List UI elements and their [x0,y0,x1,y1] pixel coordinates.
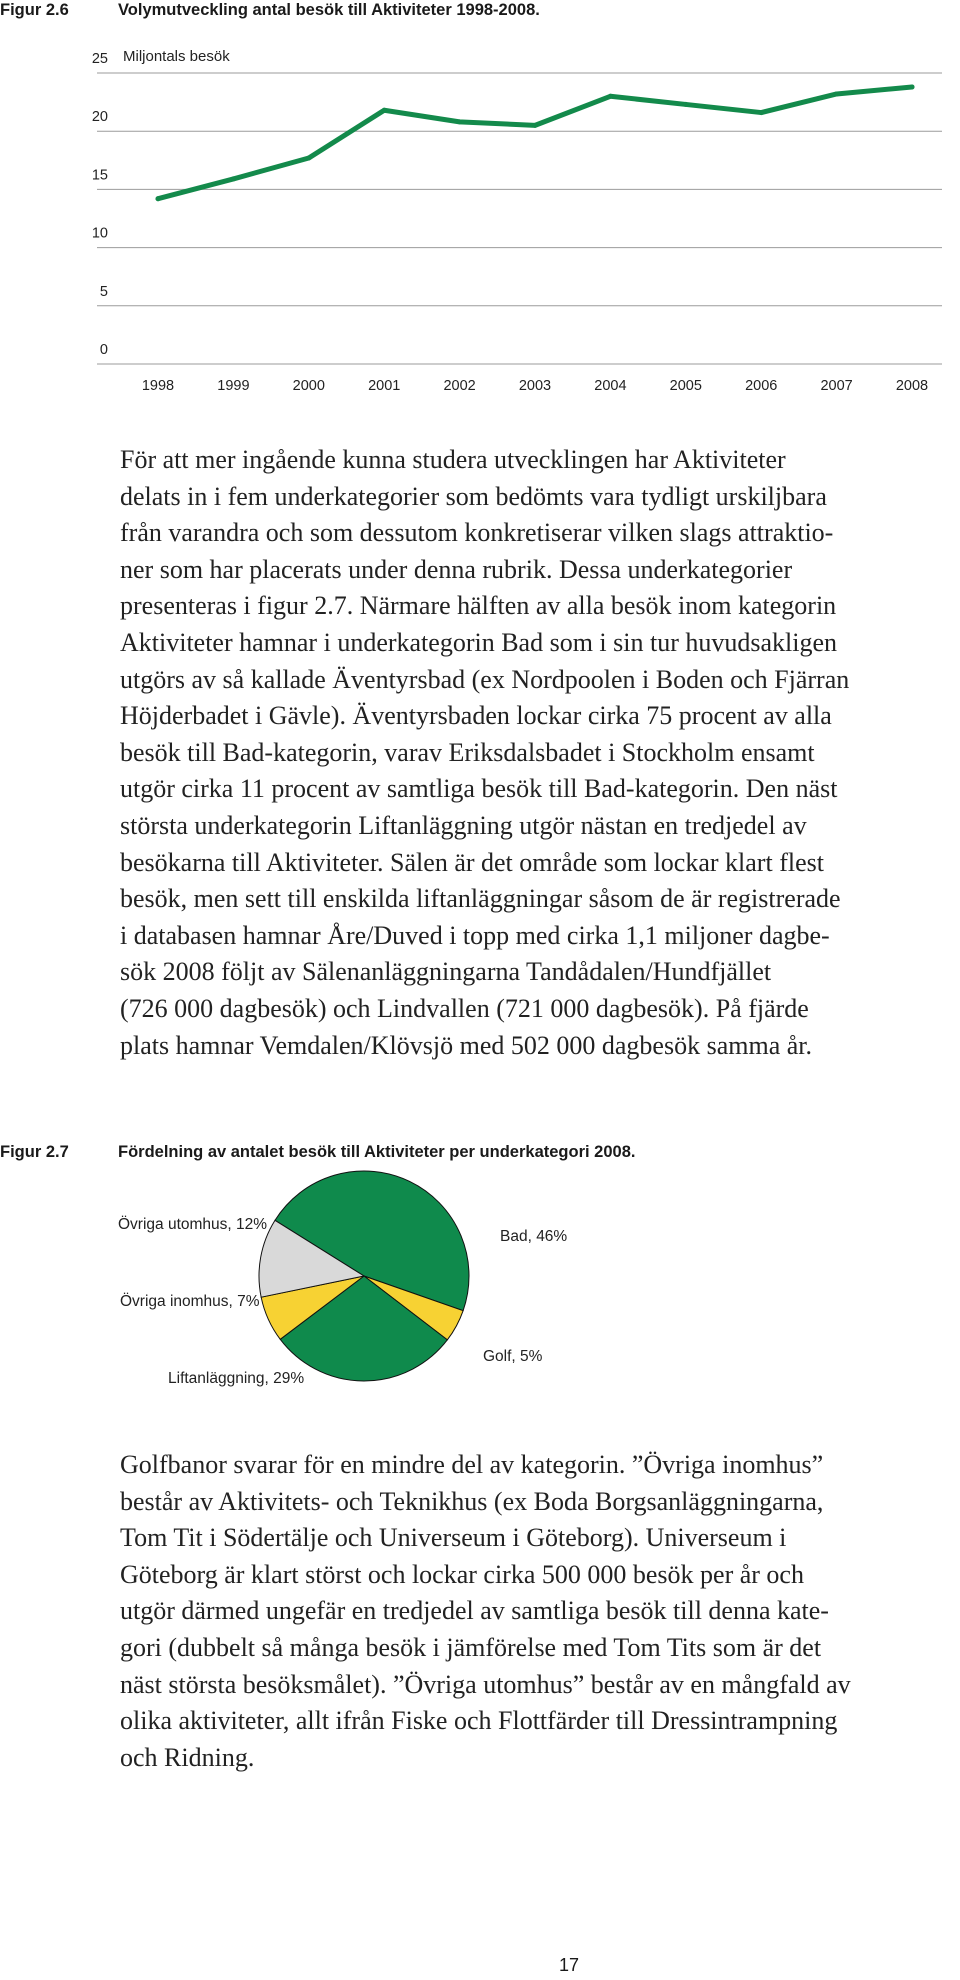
text-line: ner som har placerats under denna rubrik. Dessa underkategorier [120,554,793,584]
text-line: från varandra och som dessutom konkretiserar vilken slags attraktio- [120,518,834,548]
y-tick-label: 5 [99,283,108,300]
figure-title: Fördelning av antalet besök till Aktiviteter per underkategori 2008. [118,1143,636,1161]
data-point [382,108,387,113]
text-line: sök 2008 följt av Sälenanläggningarna Tandådalen/Hundfjället [120,957,772,987]
figure-number: Figur 2.7 [0,1143,69,1161]
text-line: För att mer ingående kunna studera utvecklingen har Aktiviteter [120,445,786,474]
text-line: (726 000 dagbesök) och Lindvallen (721 000 dagbesök). På fjärde [120,993,809,1023]
data-point [156,196,161,201]
data-point [759,110,764,115]
paragraph-2 [120,1447,956,1776]
text-line: besök, men sett till enskilda liftanläggningar såsom de är registrerade [120,884,841,914]
text-line: Golfbanor svarar för en mindre del av kategorin. ”Övriga inomhus” [120,1450,824,1479]
x-tick-label: 2002 [443,378,476,394]
slice-label: Övriga inomhus, 7% [120,1293,260,1310]
text-line: i databasen hamnar Åre/Duved i topp med cirka 1,1 miljoner dagbe- [120,920,830,950]
x-tick-label: 2006 [745,378,778,394]
y-tick-label: 15 [91,167,108,184]
data-point [608,94,613,99]
text-line: Göteborg är klart störst och lockar cirka 500 000 besök per år och [120,1559,804,1589]
text-line: största underkategorin Liftanläggning utgör nästan en tredjedel av [120,810,807,840]
paragraph-1 [120,442,956,1064]
text-line: utgör därmed ungefär en tredjedel av samtliga besök till denna kate- [120,1596,829,1626]
data-point [834,91,839,96]
data-point [231,176,236,181]
pie-chart [0,1165,960,1425]
text-line: olika aktiviteter, allt ifrån Fiske och Flottfärder till Dressintrampning [120,1706,838,1736]
line-chart [0,36,960,416]
x-tick-label: 2000 [292,378,325,394]
text-line: utgör cirka 11 procent av samtliga besök till Bad-kategorin. Den näst [120,774,838,804]
data-point [683,102,688,107]
slice-label: Liftanläggning, 29% [168,1370,305,1387]
x-tick-label: 2004 [594,378,627,394]
text-line: besök till Bad-kategorin, varav Eriksdalsbadet i Stockholm ensamt [120,737,815,767]
y-tick-label: 0 [99,342,108,358]
text-line: gori (dubbelt så många besök i jämförelse med Tom Tits som är det [120,1632,822,1662]
data-point [306,155,311,160]
y-tick-label: 20 [91,109,108,126]
x-tick-label: 2005 [669,378,702,394]
text-line: besökarna till Aktiviteter. Sälen är det område som lockar klart flest [120,847,824,877]
series-line [158,87,912,199]
text-line: består av Aktivitets- och Teknikhus (ex Boda Borgsanläggningarna, [120,1486,824,1516]
text-line: Aktiviteter hamnar i underkategorin Bad som i sin tur huvudsakligen [120,627,838,657]
text-line: Tom Tit i Södertälje och Universeum i Göteborg). Universeum i [120,1523,787,1553]
x-tick-label: 2008 [895,378,929,394]
y-tick-label: 25 [91,51,108,67]
figure-number: Figur 2.6 [0,1,69,19]
data-point [457,119,462,124]
figure-title: Volymutveckling antal besök till Aktiviteter 1998-2008. [118,1,540,19]
text-line: utgörs av så kallade Äventyrsbad (ex Nordpoolen i Boden och Fjärran [120,664,850,694]
data-point [533,123,538,128]
data-point [910,84,915,89]
text-line: näst största besöksmålet). ”Övriga utomhus” består av en mångfald av [120,1669,851,1699]
x-tick-label: 2007 [820,378,853,394]
y-axis-label: Miljontals besök [123,48,230,65]
x-tick-label: 2001 [368,378,401,394]
text-line: presenteras i figur 2.7. Närmare hälften av alla besök inom kategorin [120,591,837,621]
y-tick-label: 10 [91,225,108,242]
slice-label: Bad, 46% [500,1228,568,1245]
x-tick-label: 1999 [217,378,250,394]
text-line: och Ridning. [120,1742,255,1772]
page-number: 17 [558,1955,580,1975]
x-tick-label: 2003 [518,378,552,394]
text-line: delats in i fem underkategorier som bedömts vara tydligt urskiljbara [120,481,827,511]
x-tick-label: 1998 [141,378,175,394]
slice-label: Övriga utomhus, 12% [118,1216,268,1233]
slice-label: Golf, 5% [483,1348,543,1365]
text-line: plats hamnar Vemdalen/Klövsjö med 502 000 dagbesök samma år. [120,1030,812,1060]
text-line: Höjderbadet i Gävle). Äventyrsbaden lockar cirka 75 procent av alla [120,701,832,731]
